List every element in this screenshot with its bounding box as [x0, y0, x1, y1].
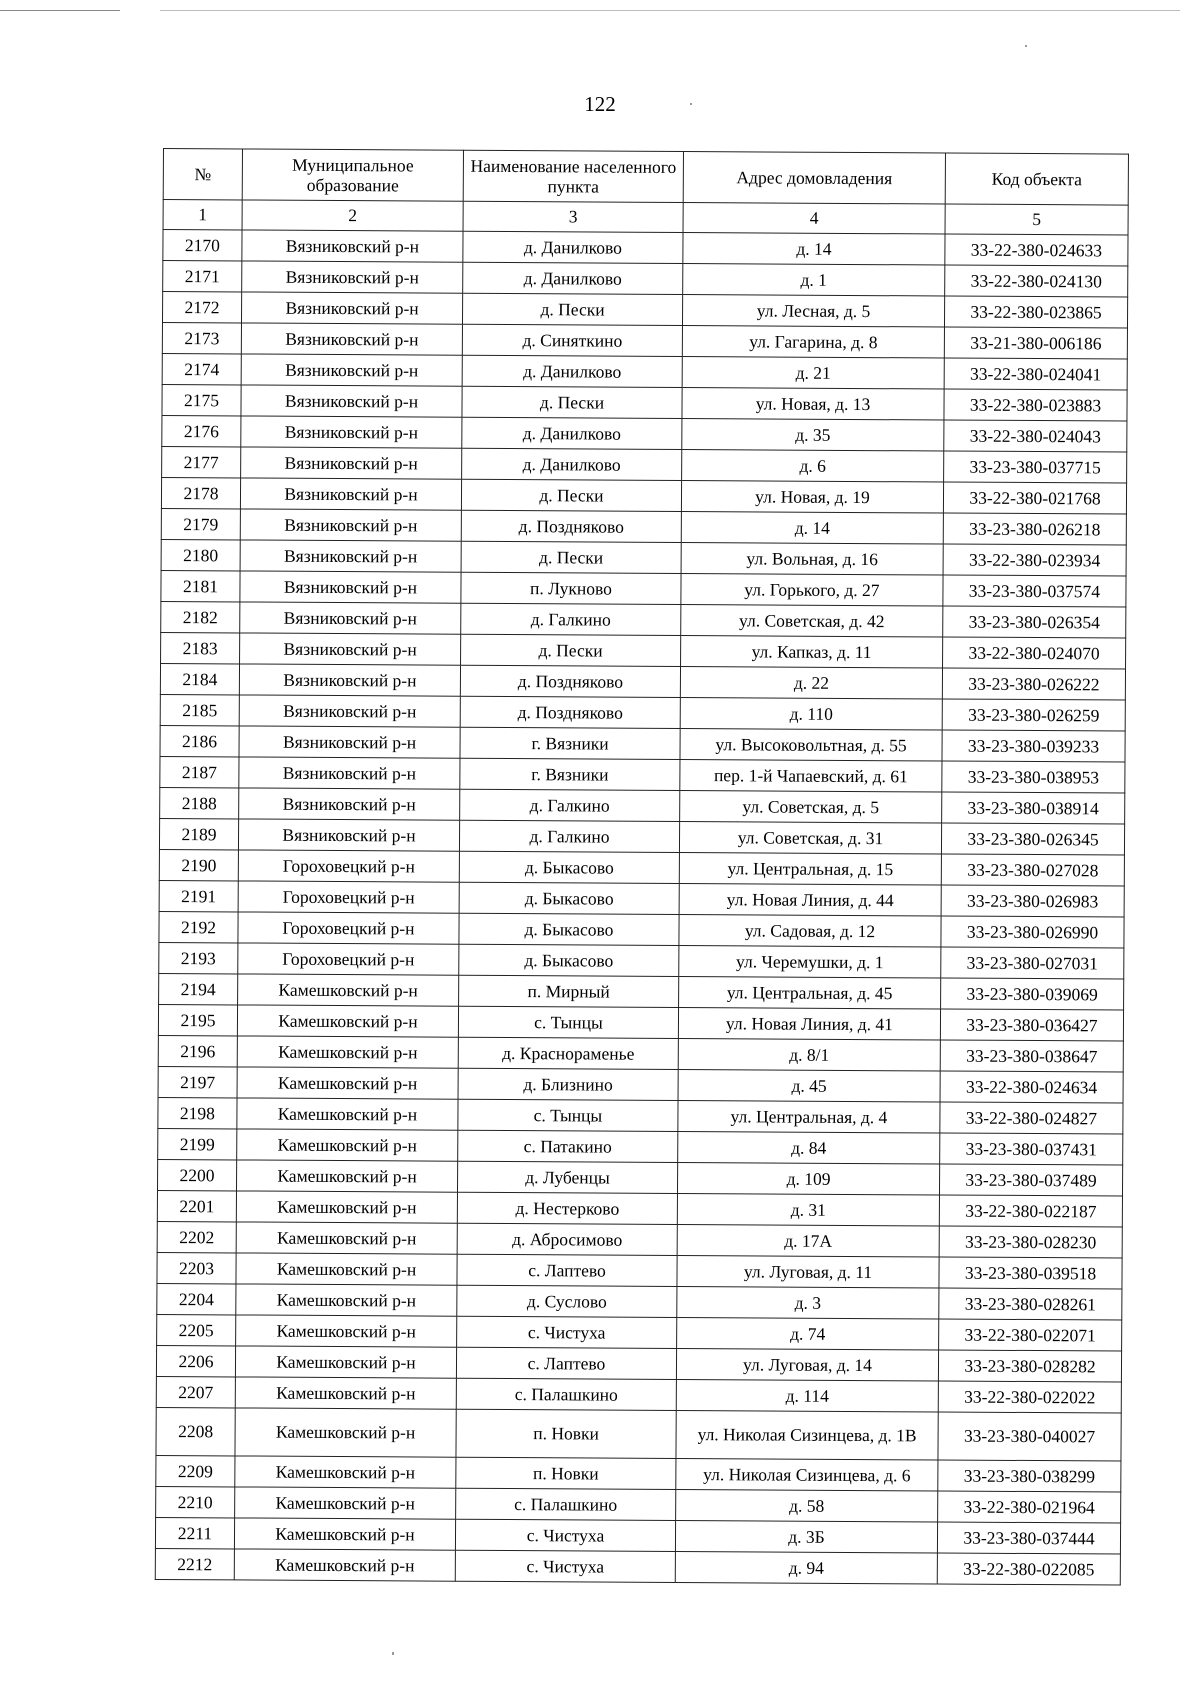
address-cell: д. 8/1 [678, 1038, 940, 1071]
row-number: 2195 [158, 1004, 237, 1035]
registry-table [155, 148, 1129, 1586]
object-code-cell: 33-22-380-022187 [939, 1195, 1122, 1227]
settlement-cell: с. Чистуха [455, 1550, 675, 1582]
municipality-cell: Вязниковский р-н [239, 788, 460, 820]
row-number: 2200 [157, 1159, 236, 1190]
object-code-cell: 33-23-380-039233 [942, 730, 1125, 762]
row-number: 2180 [161, 539, 240, 570]
address-cell: ул. Вольная, д. 16 [681, 542, 943, 575]
municipality-cell: Вязниковский р-н [239, 726, 460, 758]
object-code-cell: 33-22-380-024633 [945, 234, 1128, 266]
address-cell: ул. Луговая, д. 14 [676, 1348, 938, 1381]
municipality-cell: Гороховецкий р-н [238, 912, 459, 944]
row-number: 2182 [161, 601, 240, 632]
settlement-cell: д. Данилково [462, 448, 682, 480]
object-code-cell: 33-23-380-026990 [941, 916, 1124, 948]
object-code-cell: 33-23-380-027031 [941, 947, 1124, 979]
object-code-cell: 33-21-380-006186 [944, 327, 1127, 359]
address-cell: ул. Капказ, д. 11 [681, 635, 943, 668]
municipality-cell: Камешковский р-н [235, 1408, 456, 1457]
municipality-cell: Вязниковский р-н [240, 602, 461, 634]
address-cell: ул. Новая, д. 13 [682, 387, 944, 420]
object-code-cell: 33-23-380-028282 [938, 1350, 1121, 1382]
address-cell: ул. Центральная, д. 15 [679, 852, 941, 885]
row-number: 2186 [160, 725, 239, 756]
object-code-cell: 33-23-380-026259 [942, 699, 1125, 731]
scan-speck [690, 103, 692, 105]
column-index: 1 [163, 200, 242, 230]
address-cell: пер. 1-й Чапаевский, д. 61 [680, 759, 942, 792]
settlement-cell: д. Быкасово [459, 851, 679, 883]
row-number: 2183 [161, 632, 240, 663]
municipality-cell: Вязниковский р-н [242, 230, 463, 262]
address-cell: д. 14 [681, 511, 943, 544]
settlement-cell: с. Тынцы [458, 1006, 678, 1038]
address-cell: д. 74 [677, 1317, 939, 1350]
address-cell: ул. Советская, д. 5 [680, 790, 942, 823]
address-cell: ул. Лесная, д. 5 [682, 294, 944, 327]
settlement-cell: д. Поздняково [461, 510, 681, 542]
address-cell: ул. Новая Линия, д. 41 [678, 1007, 940, 1040]
row-number: 2177 [162, 446, 241, 477]
municipality-cell: Камешковский р-н [236, 1284, 457, 1316]
row-number: 2198 [158, 1097, 237, 1128]
municipality-cell: Гороховецкий р-н [238, 881, 459, 913]
table-header-row [163, 149, 1128, 206]
settlement-cell: д. Данилково [462, 355, 682, 387]
object-code-cell: 33-22-380-024130 [945, 265, 1128, 297]
municipality-cell: Камешковский р-н [237, 1129, 458, 1161]
settlement-cell: д. Близнино [458, 1068, 678, 1100]
settlement-cell: с. Чистуха [455, 1519, 675, 1551]
address-cell: ул. Центральная, д. 4 [678, 1100, 940, 1133]
object-code-cell: 33-22-380-023865 [944, 296, 1127, 328]
settlement-cell: д. Пески [462, 293, 682, 325]
object-code-cell: 33-23-380-028261 [939, 1288, 1122, 1320]
row-number: 2194 [159, 973, 238, 1004]
settlement-cell: д. Галкино [459, 820, 679, 852]
address-cell: ул. Горького, д. 27 [681, 573, 943, 606]
row-number: 2190 [159, 849, 238, 880]
object-code-cell: 33-23-380-037574 [943, 575, 1126, 607]
municipality-cell: Камешковский р-н [237, 1067, 458, 1099]
settlement-cell: д. Поздняково [460, 696, 680, 728]
object-code-cell: 33-23-380-026345 [941, 823, 1124, 855]
object-code-cell: 33-23-380-038914 [942, 792, 1125, 824]
address-cell: ул. Центральная, д. 45 [679, 976, 941, 1009]
object-code-cell: 33-23-380-027028 [941, 854, 1124, 886]
row-number: 2209 [156, 1455, 235, 1486]
address-cell: ул. Луговая, д. 11 [677, 1255, 939, 1288]
municipality-cell: Гороховецкий р-н [238, 850, 459, 882]
row-number: 2192 [159, 911, 238, 942]
object-code-cell: 33-23-380-026222 [942, 668, 1125, 700]
object-code-cell: 33-22-380-024041 [944, 358, 1127, 390]
settlement-cell: д. Данилково [463, 262, 683, 294]
municipality-cell: Камешковский р-н [237, 1098, 458, 1130]
row-number: 2176 [162, 415, 241, 446]
settlement-cell: д. Пески [461, 634, 681, 666]
address-cell: д. 94 [675, 1551, 937, 1584]
address-cell: ул. Высоковольтная, д. 55 [680, 728, 942, 761]
address-cell: д. 3Б [675, 1520, 937, 1553]
settlement-cell: д. Абросимово [457, 1223, 677, 1255]
municipality-cell: Камешковский р-н [238, 974, 459, 1006]
municipality-cell: Вязниковский р-н [241, 385, 462, 417]
header-settlement: Наименование населенного пункта [463, 150, 683, 202]
municipality-cell: Камешковский р-н [237, 1036, 458, 1068]
settlement-cell: д. Пески [461, 541, 681, 573]
address-cell: д. 45 [678, 1069, 940, 1102]
municipality-cell: Вязниковский р-н [239, 757, 460, 789]
settlement-cell: д. Суслово [457, 1285, 677, 1317]
object-code-cell: 33-22-380-024043 [944, 420, 1127, 452]
municipality-cell: Вязниковский р-н [240, 478, 461, 510]
object-code-cell: 33-23-380-037715 [944, 451, 1127, 483]
address-cell: д. 114 [676, 1379, 938, 1412]
object-code-cell: 33-23-380-037431 [940, 1133, 1123, 1165]
settlement-cell: с. Тынцы [458, 1099, 678, 1131]
municipality-cell: Вязниковский р-н [240, 633, 461, 665]
table-body [155, 230, 1128, 1586]
object-code-cell: 33-22-380-023883 [944, 389, 1127, 421]
settlement-cell: с. Палашкино [456, 1378, 676, 1410]
object-code-cell: 33-23-380-040027 [938, 1412, 1121, 1461]
row-number: 2178 [161, 477, 240, 508]
address-cell: ул. Новая Линия, д. 44 [679, 883, 941, 916]
row-number: 2187 [160, 756, 239, 787]
municipality-cell: Камешковский р-н [235, 1487, 456, 1519]
municipality-cell: Камешковский р-н [234, 1549, 455, 1581]
settlement-cell: д. Быкасово [459, 913, 679, 945]
object-code-cell: 33-23-380-038647 [940, 1040, 1123, 1072]
object-code-cell: 33-22-380-022022 [938, 1381, 1121, 1413]
object-code-cell: 33-22-380-024827 [940, 1102, 1123, 1134]
settlement-cell: с. Лаптево [456, 1347, 676, 1379]
page-number: 122 [584, 92, 616, 116]
object-code-cell: 33-23-380-036427 [940, 1009, 1123, 1041]
municipality-cell: Камешковский р-н [236, 1222, 457, 1254]
municipality-cell: Гороховецкий р-н [238, 943, 459, 975]
object-code-cell: 33-22-380-022071 [939, 1319, 1122, 1351]
column-index: 5 [945, 204, 1128, 235]
settlement-cell: д. Пески [462, 386, 682, 418]
address-cell: д. 22 [680, 666, 942, 699]
municipality-cell: Камешковский р-н [235, 1377, 456, 1409]
row-number: 2208 [156, 1407, 235, 1455]
municipality-cell: Вязниковский р-н [240, 540, 461, 572]
settlement-cell: с. Палашкино [456, 1488, 676, 1520]
table-row [156, 1407, 1121, 1461]
object-code-cell: 33-23-380-026218 [943, 513, 1126, 545]
settlement-cell: д. Нестерково [457, 1192, 677, 1224]
settlement-cell: д. Пески [461, 479, 681, 511]
header-municipality: Муниципальное образование [242, 149, 463, 201]
row-number: 2206 [156, 1345, 235, 1376]
row-number: 2173 [162, 323, 241, 354]
row-number: 2191 [159, 880, 238, 911]
settlement-cell: д. Данилково [462, 417, 682, 449]
address-cell: д. 1 [683, 263, 945, 296]
settlement-cell: п. Мирный [459, 975, 679, 1007]
header-object-code: Код объекта [945, 153, 1128, 205]
column-index: 2 [242, 200, 463, 231]
municipality-cell: Вязниковский р-н [238, 819, 459, 851]
municipality-cell: Вязниковский р-н [239, 664, 460, 696]
object-code-cell: 33-23-380-037444 [937, 1522, 1120, 1554]
object-code-cell: 33-23-380-028230 [939, 1226, 1122, 1258]
row-number: 2207 [156, 1376, 235, 1407]
object-code-cell: 33-22-380-024634 [940, 1071, 1123, 1103]
settlement-cell: с. Чистуха [457, 1316, 677, 1348]
object-code-cell: 33-23-380-037489 [939, 1164, 1122, 1196]
row-number: 2212 [155, 1548, 234, 1579]
municipality-cell: Вязниковский р-н [241, 354, 462, 386]
address-cell: д. 14 [683, 232, 945, 265]
object-code-cell: 33-23-380-038299 [938, 1460, 1121, 1492]
municipality-cell: Камешковский р-н [236, 1253, 457, 1285]
settlement-cell: д. Галкино [461, 603, 681, 635]
settlement-cell: г. Вязники [460, 727, 680, 759]
row-number: 2202 [157, 1221, 236, 1252]
address-cell: ул. Садовая, д. 12 [679, 914, 941, 947]
row-number: 2174 [162, 353, 241, 384]
address-cell: ул. Николая Сизинцева, д. 6 [676, 1458, 938, 1491]
row-number: 2201 [157, 1190, 236, 1221]
settlement-cell: п. Лукново [461, 572, 681, 604]
row-number: 2171 [163, 261, 242, 292]
address-cell: д. 17А [677, 1224, 939, 1257]
municipality-cell: Вязниковский р-н [242, 261, 463, 293]
municipality-cell: Камешковский р-н [236, 1160, 457, 1192]
address-cell: д. 3 [677, 1286, 939, 1319]
settlement-cell: с. Лаптево [457, 1254, 677, 1286]
address-cell: д. 109 [677, 1162, 939, 1195]
municipality-cell: Вязниковский р-н [241, 416, 462, 448]
row-number: 2210 [156, 1486, 235, 1517]
address-cell: д. 84 [678, 1131, 940, 1164]
object-code-cell: 33-22-380-021768 [943, 482, 1126, 514]
settlement-cell: п. Новки [456, 1409, 676, 1458]
municipality-cell: Камешковский р-н [237, 1005, 458, 1037]
settlement-cell: г. Вязники [460, 758, 680, 790]
municipality-cell: Камешковский р-н [236, 1315, 457, 1347]
object-code-cell: 33-23-380-026354 [943, 606, 1126, 638]
address-cell: ул. Гагарина, д. 8 [682, 325, 944, 358]
address-cell: ул. Новая, д. 19 [681, 480, 943, 513]
settlement-cell: д. Быкасово [459, 944, 679, 976]
settlement-cell: д. Синяткино [462, 324, 682, 356]
address-cell: ул. Советская, д. 31 [679, 821, 941, 854]
municipality-cell: Камешковский р-н [234, 1518, 455, 1550]
object-code-cell: 33-23-380-039069 [941, 978, 1124, 1010]
row-number: 2204 [157, 1283, 236, 1314]
municipality-cell: Вязниковский р-н [241, 323, 462, 355]
address-cell: д. 58 [676, 1489, 938, 1522]
address-cell: д. 35 [682, 418, 944, 451]
table-row [155, 1548, 1120, 1585]
settlement-cell: д. Данилково [463, 231, 683, 263]
settlement-cell: д. Поздняково [460, 665, 680, 697]
object-code-cell: 33-23-380-038953 [942, 761, 1125, 793]
municipality-cell: Вязниковский р-н [240, 571, 461, 603]
row-number: 2203 [157, 1252, 236, 1283]
row-number: 2185 [160, 694, 239, 725]
address-cell: д. 110 [680, 697, 942, 730]
row-number: 2188 [160, 787, 239, 818]
row-number: 2189 [159, 818, 238, 849]
column-index: 4 [683, 202, 945, 234]
address-cell: д. 31 [677, 1193, 939, 1226]
municipality-cell: Камешковский р-н [235, 1346, 456, 1378]
row-number: 2205 [157, 1314, 236, 1345]
row-number: 2175 [162, 384, 241, 415]
settlement-cell: д. Краснораменье [458, 1037, 678, 1069]
settlement-cell: д. Галкино [460, 789, 680, 821]
address-cell: ул. Советская, д. 42 [681, 604, 943, 637]
municipality-cell: Вязниковский р-н [239, 695, 460, 727]
row-number: 2184 [160, 663, 239, 694]
row-number: 2199 [158, 1128, 237, 1159]
settlement-cell: д. Быкасово [459, 882, 679, 914]
municipality-cell: Камешковский р-н [236, 1191, 457, 1223]
scan-speck [392, 1652, 394, 1655]
row-number: 2193 [159, 942, 238, 973]
row-number: 2211 [155, 1517, 234, 1548]
address-cell: ул. Николая Сизинцева, д. 1В [676, 1410, 938, 1460]
row-number: 2197 [158, 1066, 237, 1097]
object-code-cell: 33-22-380-024070 [943, 637, 1126, 669]
row-number: 2179 [161, 508, 240, 539]
address-cell: д. 21 [682, 356, 944, 389]
municipality-cell: Камешковский р-н [235, 1456, 456, 1488]
object-code-cell: 33-23-380-039518 [939, 1257, 1122, 1289]
object-code-cell: 33-22-380-021964 [938, 1491, 1121, 1523]
row-number: 2172 [162, 292, 241, 323]
settlement-cell: п. Новки [456, 1457, 676, 1489]
scan-edge-line [0, 10, 1200, 11]
object-code-cell: 33-23-380-026983 [941, 885, 1124, 917]
row-number: 2181 [161, 570, 240, 601]
object-code-cell: 33-22-380-022085 [937, 1553, 1120, 1585]
settlement-cell: д. Лубенцы [457, 1161, 677, 1193]
row-number: 2196 [158, 1035, 237, 1066]
header-address: Адрес домовладения [683, 151, 945, 204]
settlement-cell: с. Патакино [458, 1130, 678, 1162]
municipality-cell: Вязниковский р-н [240, 509, 461, 541]
row-number: 2170 [163, 230, 242, 261]
municipality-cell: Вязниковский р-н [241, 292, 462, 324]
municipality-cell: Вязниковский р-н [241, 447, 462, 479]
scan-speck [1025, 45, 1027, 47]
column-index: 3 [463, 201, 683, 232]
header-number: № [163, 149, 242, 200]
address-cell: д. 6 [682, 449, 944, 482]
object-code-cell: 33-22-380-023934 [943, 544, 1126, 576]
address-cell: ул. Черемушки, д. 1 [679, 945, 941, 978]
